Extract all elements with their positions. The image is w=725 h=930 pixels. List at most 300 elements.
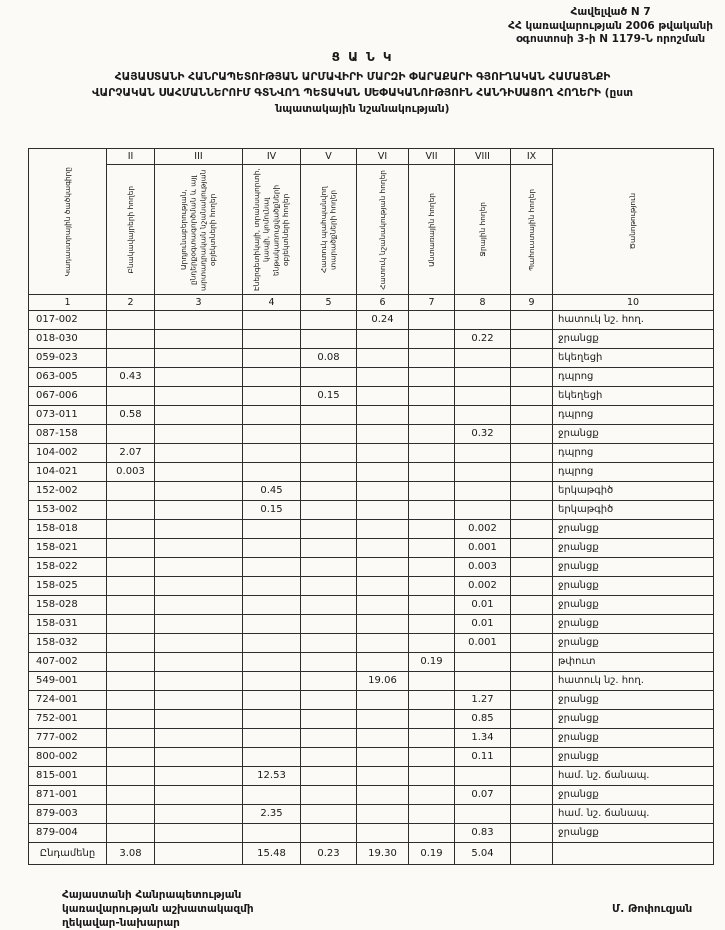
area-value-cell: 15.48 (243, 843, 301, 865)
col-number: 7 (409, 295, 455, 311)
note-cell: ջրանցք (553, 748, 714, 767)
area-value-cell (511, 482, 553, 501)
signatory-line3: ղեկավար-նախարար (62, 917, 180, 930)
col-header-industrial-lands (155, 149, 243, 295)
table-row (29, 311, 714, 330)
area-value-cell (107, 729, 155, 748)
area-value-cell (301, 501, 357, 520)
area-value-cell (511, 786, 553, 805)
area-value-cell: 0.24 (357, 311, 409, 330)
area-value-cell (107, 672, 155, 691)
col-header-water-lands (455, 149, 511, 295)
note-cell: թփուտ (553, 653, 714, 672)
note-cell: ջրանցք (553, 577, 714, 596)
area-value-cell (511, 387, 553, 406)
decree-reference-line1: ՀՀ կառավարության 2006 թվականի (508, 19, 713, 32)
note-cell (553, 843, 714, 865)
area-value-cell (455, 501, 511, 520)
col-header-note (553, 149, 714, 295)
area-value-cell (107, 387, 155, 406)
area-value-cell (243, 311, 301, 330)
area-value-cell (357, 824, 409, 843)
area-value-cell: 0.32 (455, 425, 511, 444)
col-number: 1 (29, 295, 107, 311)
area-value-cell (107, 539, 155, 558)
area-value-cell (409, 691, 455, 710)
area-value-cell (301, 634, 357, 653)
parcel-code: 815-001 (29, 767, 107, 786)
col-title: Արդյունաբերության, ընդերքօգտագործման և այլ արտադրական նշանակության օբյեկտների հողեր (179, 168, 218, 291)
area-value-cell (301, 710, 357, 729)
area-value-cell (409, 596, 455, 615)
area-value-cell (357, 368, 409, 387)
area-value-cell (511, 330, 553, 349)
area-value-cell (455, 653, 511, 672)
area-value-cell: 0.23 (301, 843, 357, 865)
area-value-cell: 0.83 (455, 824, 511, 843)
note-cell: համ. նշ. ճանապ. (553, 767, 714, 786)
area-value-cell (155, 387, 243, 406)
table-row (29, 406, 714, 425)
area-value-cell: 0.01 (455, 615, 511, 634)
area-value-cell (409, 615, 455, 634)
table-row (29, 330, 714, 349)
area-value-cell (455, 311, 511, 330)
area-value-cell (107, 558, 155, 577)
area-value-cell (155, 653, 243, 672)
area-value-cell (243, 577, 301, 596)
area-value-cell (301, 786, 357, 805)
area-value-cell (409, 368, 455, 387)
table-row (29, 368, 714, 387)
parcel-code: 158-031 (29, 615, 107, 634)
area-value-cell (107, 349, 155, 368)
parcel-code: 879-004 (29, 824, 107, 843)
column-number-row (29, 295, 714, 311)
table-row (29, 672, 714, 691)
area-value-cell (511, 672, 553, 691)
parcel-code: 087-158 (29, 425, 107, 444)
col-header-code (29, 149, 107, 295)
area-value-cell (511, 615, 553, 634)
area-value-cell (357, 691, 409, 710)
table-row (29, 539, 714, 558)
table-row (29, 653, 714, 672)
area-value-cell (357, 596, 409, 615)
area-value-cell: 0.01 (455, 596, 511, 615)
area-value-cell (155, 501, 243, 520)
total-label: Ընդամենը (29, 843, 107, 865)
area-value-cell: 0.001 (455, 539, 511, 558)
header-row (29, 149, 714, 295)
area-value-cell (301, 691, 357, 710)
area-value-cell (409, 406, 455, 425)
area-value-cell (511, 520, 553, 539)
area-value-cell (357, 349, 409, 368)
area-value-cell (409, 710, 455, 729)
area-value-cell (511, 767, 553, 786)
area-value-cell (243, 368, 301, 387)
area-value-cell (301, 520, 357, 539)
area-value-cell (511, 444, 553, 463)
area-value-cell (155, 558, 243, 577)
col-number: 8 (455, 295, 511, 311)
area-value-cell (455, 406, 511, 425)
note-cell: ջրանցք (553, 710, 714, 729)
area-value-cell (511, 805, 553, 824)
roman-numeral: III (155, 149, 242, 165)
area-value-cell: 0.22 (455, 330, 511, 349)
area-value-cell (107, 786, 155, 805)
parcel-code: 549-001 (29, 672, 107, 691)
area-value-cell (357, 710, 409, 729)
table-row (29, 824, 714, 843)
col-title: Հատուկ պահպանվող տարածքների հողեր (318, 186, 338, 273)
area-value-cell: 0.43 (107, 368, 155, 387)
parcel-code: 724-001 (29, 691, 107, 710)
table-row (29, 558, 714, 577)
table-row (29, 634, 714, 653)
area-value-cell (357, 615, 409, 634)
area-value-cell (511, 558, 553, 577)
area-value-cell (107, 596, 155, 615)
area-value-cell (155, 691, 243, 710)
area-value-cell (455, 368, 511, 387)
area-value-cell (357, 425, 409, 444)
area-value-cell (107, 710, 155, 729)
area-value-cell (243, 615, 301, 634)
col-title: Հատուկ նշանակության հողեր (377, 169, 387, 290)
roman-numeral: V (301, 149, 356, 165)
area-value-cell: 0.19 (409, 653, 455, 672)
area-value-cell (455, 349, 511, 368)
area-value-cell (511, 406, 553, 425)
area-value-cell (155, 349, 243, 368)
parcel-code: 017-002 (29, 311, 107, 330)
area-value-cell (357, 444, 409, 463)
area-value-cell (409, 634, 455, 653)
area-value-cell (409, 482, 455, 501)
col-title-code: Կադաստրային ծածկագիրը (62, 166, 72, 277)
note-cell: եկեղեցի (553, 387, 714, 406)
area-value-cell: 0.15 (301, 387, 357, 406)
area-value-cell (409, 672, 455, 691)
area-value-cell (243, 444, 301, 463)
area-value-cell: 0.001 (455, 634, 511, 653)
area-value-cell: 0.07 (455, 786, 511, 805)
area-value-cell (301, 748, 357, 767)
area-value-cell (155, 710, 243, 729)
area-value-cell (357, 463, 409, 482)
table-row (29, 691, 714, 710)
area-value-cell (243, 653, 301, 672)
area-value-cell (243, 691, 301, 710)
area-value-cell (409, 520, 455, 539)
note-cell: համ. նշ. ճանապ. (553, 805, 714, 824)
document-title-line1: ՀԱՅԱՍՏԱՆԻ ՀԱՆՐԱՊԵՏՈՒԹՅԱՆ ԱՐՄԱՎԻՐԻ ՄԱՐԶԻ ՓԱՐԱՔԱՐԻ ԳՅՈՒՂԱԿԱՆ ՀԱՄԱՅՆՔԻ (114, 71, 611, 83)
area-value-cell (409, 444, 455, 463)
area-value-cell (107, 482, 155, 501)
area-value-cell (357, 786, 409, 805)
table-row (29, 444, 714, 463)
area-value-cell (243, 520, 301, 539)
area-value-cell (301, 482, 357, 501)
note-cell: դպրոց (553, 406, 714, 425)
note-cell: դպրոց (553, 463, 714, 482)
area-value-cell (357, 539, 409, 558)
parcel-code: 104-002 (29, 444, 107, 463)
area-value-cell (511, 748, 553, 767)
area-value-cell (357, 729, 409, 748)
col-header-special-purpose-lands (357, 149, 409, 295)
parcel-code: 063-005 (29, 368, 107, 387)
area-value-cell (511, 501, 553, 520)
area-value-cell: 2.35 (243, 805, 301, 824)
parcel-code: 153-002 (29, 501, 107, 520)
area-value-cell (511, 843, 553, 865)
document-title (20, 70, 705, 118)
area-value-cell (455, 444, 511, 463)
parcel-code: 407-002 (29, 653, 107, 672)
document-title-line3: նպատակային նշանակության) (275, 102, 450, 115)
area-value-cell (511, 425, 553, 444)
area-value-cell (357, 558, 409, 577)
parcel-code: 067-006 (29, 387, 107, 406)
parcel-code: 158-018 (29, 520, 107, 539)
roman-numeral: IV (243, 149, 300, 165)
signatory-title-block (62, 888, 254, 930)
col-number: 5 (301, 295, 357, 311)
area-value-cell (409, 349, 455, 368)
area-value-cell (155, 311, 243, 330)
roman-numeral: IX (511, 149, 552, 165)
area-value-cell (243, 786, 301, 805)
decree-reference-line2: օգոստոսի 3-ի N 1179-Ն որոշման (516, 33, 706, 46)
col-title: Անտառային հողեր (426, 192, 436, 267)
area-value-cell (409, 767, 455, 786)
table-row (29, 520, 714, 539)
table-row (29, 482, 714, 501)
roman-numeral: VI (357, 149, 408, 165)
table-row (29, 425, 714, 444)
parcel-code: 158-028 (29, 596, 107, 615)
area-value-cell: 0.08 (301, 349, 357, 368)
area-value-cell (409, 463, 455, 482)
area-value-cell (243, 710, 301, 729)
area-value-cell (301, 406, 357, 425)
area-value-cell: 1.34 (455, 729, 511, 748)
table-row (29, 387, 714, 406)
parcel-code: 158-025 (29, 577, 107, 596)
parcel-code: 800-002 (29, 748, 107, 767)
note-cell: ջրանցք (553, 691, 714, 710)
area-value-cell (357, 330, 409, 349)
area-value-cell (511, 349, 553, 368)
area-value-cell: 0.002 (455, 577, 511, 596)
col-header-reserve-lands (511, 149, 553, 295)
table-row (29, 577, 714, 596)
area-value-cell (409, 824, 455, 843)
area-value-cell (301, 615, 357, 634)
parcel-code: 871-001 (29, 786, 107, 805)
area-value-cell (155, 482, 243, 501)
area-value-cell (243, 729, 301, 748)
area-value-cell (243, 406, 301, 425)
area-value-cell (301, 368, 357, 387)
area-value-cell (107, 501, 155, 520)
col-title: Ջրային հողեր (477, 202, 487, 257)
area-value-cell (107, 425, 155, 444)
area-value-cell (301, 767, 357, 786)
col-header-settlement-lands (107, 149, 155, 295)
area-value-cell (357, 406, 409, 425)
col-number: 4 (243, 295, 301, 311)
note-cell: ջրանցք (553, 596, 714, 615)
area-value-cell: 0.11 (455, 748, 511, 767)
area-value-cell: 0.85 (455, 710, 511, 729)
area-value-cell (301, 824, 357, 843)
parcel-code: 752-001 (29, 710, 107, 729)
area-value-cell (357, 767, 409, 786)
area-value-cell (409, 786, 455, 805)
appendix-block (508, 6, 713, 47)
total-row (29, 843, 714, 865)
area-value-cell (155, 444, 243, 463)
roman-numeral: VIII (455, 149, 510, 165)
area-value-cell (409, 729, 455, 748)
area-value-cell (243, 672, 301, 691)
area-value-cell (301, 330, 357, 349)
note-cell: ջրանցք (553, 786, 714, 805)
area-value-cell: 0.003 (107, 463, 155, 482)
area-value-cell (301, 558, 357, 577)
note-cell: հատուկ նշ. հող. (553, 311, 714, 330)
area-value-cell (155, 634, 243, 653)
area-value-cell: 0.15 (243, 501, 301, 520)
table-row (29, 786, 714, 805)
area-value-cell (107, 634, 155, 653)
area-value-cell (357, 387, 409, 406)
area-value-cell (409, 501, 455, 520)
area-value-cell (301, 729, 357, 748)
area-value-cell (243, 824, 301, 843)
note-cell: ջրանցք (553, 824, 714, 843)
area-value-cell (107, 520, 155, 539)
table-row (29, 729, 714, 748)
area-value-cell (511, 634, 553, 653)
area-value-cell (243, 539, 301, 558)
area-value-cell (511, 311, 553, 330)
note-cell: ջրանցք (553, 615, 714, 634)
area-value-cell (107, 691, 155, 710)
col-number: 3 (155, 295, 243, 311)
area-value-cell (301, 539, 357, 558)
area-value-cell (511, 653, 553, 672)
note-cell: ջրանցք (553, 729, 714, 748)
col-title-note: Ծանոթություն (628, 193, 638, 250)
area-value-cell: 0.003 (455, 558, 511, 577)
col-number: 6 (357, 295, 409, 311)
area-value-cell (155, 330, 243, 349)
area-value-cell (357, 501, 409, 520)
parcel-code: 879-003 (29, 805, 107, 824)
area-value-cell (301, 463, 357, 482)
note-cell: ջրանցք (553, 425, 714, 444)
area-value-cell (155, 577, 243, 596)
note-cell: երկաթգիծ (553, 501, 714, 520)
area-value-cell (107, 653, 155, 672)
area-value-cell: 3.08 (107, 843, 155, 865)
area-value-cell (155, 805, 243, 824)
area-value-cell (409, 425, 455, 444)
area-value-cell (155, 539, 243, 558)
area-value-cell (409, 805, 455, 824)
table-row (29, 349, 714, 368)
col-header-protected-lands (301, 149, 357, 295)
area-value-cell (357, 520, 409, 539)
table-row (29, 805, 714, 824)
area-value-cell (243, 634, 301, 653)
area-value-cell (409, 311, 455, 330)
area-value-cell (511, 691, 553, 710)
area-value-cell (511, 463, 553, 482)
area-value-cell (301, 653, 357, 672)
table-row (29, 615, 714, 634)
area-value-cell (511, 824, 553, 843)
area-value-cell (455, 767, 511, 786)
area-value-cell (155, 596, 243, 615)
area-value-cell (155, 843, 243, 865)
area-value-cell (107, 748, 155, 767)
signature-name: Մ. Թոփուզյան (612, 903, 693, 915)
area-value-cell (409, 539, 455, 558)
area-value-cell (301, 425, 357, 444)
col-title: Պահուստային հողեր (526, 188, 536, 271)
area-value-cell (455, 482, 511, 501)
area-value-cell (409, 558, 455, 577)
signatory-line2: կառավարության աշխատակազմի (62, 903, 254, 916)
col-header-infrastructure-lands (243, 149, 301, 295)
area-value-cell (243, 349, 301, 368)
area-value-cell (107, 330, 155, 349)
area-value-cell (455, 387, 511, 406)
area-value-cell (409, 387, 455, 406)
area-value-cell: 19.30 (357, 843, 409, 865)
area-value-cell (409, 330, 455, 349)
area-value-cell (243, 425, 301, 444)
area-value-cell (107, 311, 155, 330)
area-value-cell (511, 710, 553, 729)
area-value-cell (409, 577, 455, 596)
col-title: Էներգետիկայի, տրանսպորտի, կապի, կոմունալ ենթակառուցվածքների օբյեկտների հողեր (252, 168, 291, 291)
note-cell: ջրանցք (553, 330, 714, 349)
area-value-cell (107, 824, 155, 843)
parcel-code: 777-002 (29, 729, 107, 748)
table-row (29, 710, 714, 729)
appendix-label: Հավելված N 7 (570, 6, 651, 18)
area-value-cell (243, 748, 301, 767)
area-value-cell (107, 805, 155, 824)
document-kind-heading: Ց Ա Ն Կ (331, 50, 394, 64)
roman-numeral: VII (409, 149, 454, 165)
land-parcels-table (28, 148, 714, 865)
note-cell: երկաթգիծ (553, 482, 714, 501)
area-value-cell (301, 577, 357, 596)
area-value-cell (107, 615, 155, 634)
col-title: Բնակավայրերի հողեր (125, 185, 135, 274)
area-value-cell (357, 653, 409, 672)
area-value-cell: 0.58 (107, 406, 155, 425)
